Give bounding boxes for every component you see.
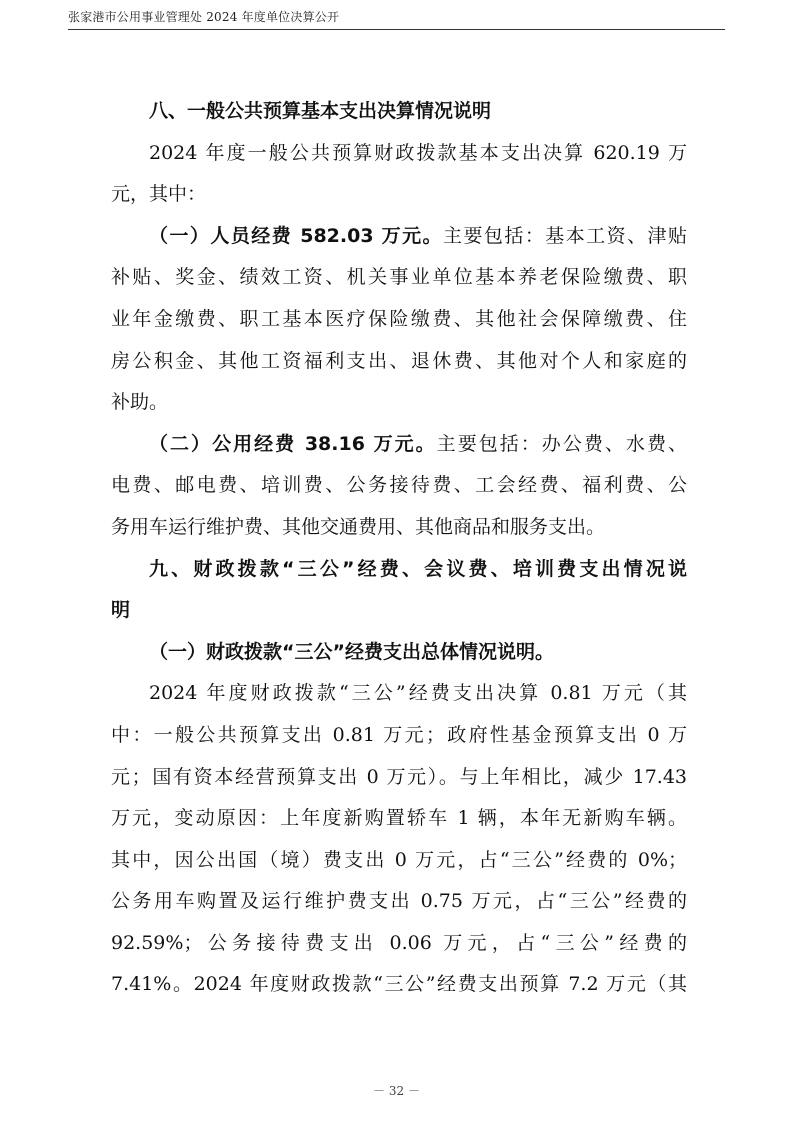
section-8-intro-line: 元，其中： (111, 183, 207, 206)
personnel-expense-line: 补贴、奖金、绩效工资、机关事业单位基本养老保险缴费、职 (111, 266, 687, 289)
public-expense-text: 主要包括：办公费、水费、 (436, 432, 687, 455)
three-public-expense-line: 2024 年度财政拨款“三公”经费支出决算 0.81 万元（其 (149, 682, 687, 705)
page-number: － 32 － (373, 1084, 420, 1098)
personnel-expense-text: 主要包括：基本工资、津贴 (443, 224, 687, 247)
three-public-expense-line: 公务用车购置及运行维护费支出 0.75 万元，占“三公”经费的 (111, 890, 687, 913)
three-public-expense-line: 7.41%。2024 年度财政拨款“三公”经费支出预算 7.2 万元（其 (111, 973, 687, 996)
three-public-expense-line: 其中，因公出国（境）费支出 0 万元，占“三公”经费的 0%； (111, 848, 687, 871)
three-public-expense-line: 92.59%；公务接待费支出 0.06 万元，占“三公”经费的 (111, 931, 687, 954)
public-expense-paragraph (111, 424, 687, 466)
personnel-expense-line: 房公积金、其他工资福利支出、退休费、其他对个人和家庭的 (111, 349, 687, 372)
section-9-heading-continued: 明 (111, 599, 131, 622)
personnel-expense-line: 补助。 (111, 391, 169, 414)
personnel-expense-lead: （一）人员经费 582.03 万元。 (149, 224, 443, 247)
personnel-expense-paragraph (111, 216, 687, 258)
document-body (111, 91, 687, 1006)
personnel-expense-line: 业年金缴费、职工基本医疗保险缴费、其他社会保障缴费、住 (111, 307, 687, 330)
public-expense-line: 务用车运行维护费、其他交通费用、其他商品和服务支出。 (111, 515, 606, 538)
header-divider (68, 29, 725, 30)
three-public-expense-line: 万元，变动原因：上年度新购置轿车 1 辆，本年无新购车辆。 (111, 807, 687, 830)
section-8-heading: 八、一般公共预算基本支出决算情况说明 (149, 100, 492, 122)
section-8-intro-line: 2024 年度一般公共预算财政拨款基本支出决算 620.19 万 (149, 141, 687, 164)
public-expense-line: 电费、邮电费、培训费、公务接待费、工会经费、福利费、公 (111, 474, 687, 497)
document-header: 张家港市公用事业管理处 2024 年度单位决算公开 (68, 10, 340, 24)
public-expense-lead: （二）公用经费 38.16 万元。 (149, 432, 437, 455)
section-9-subheading: （一）财政拨款“三公”经费支出总体情况说明。 (149, 640, 554, 663)
three-public-expense-line: 中：一般公共预算支出 0.81 万元；政府性基金预算支出 0 万 (111, 723, 687, 746)
section-9-heading: 九、财政拨款“三公”经费、会议费、培训费支出情况说 (149, 557, 687, 580)
three-public-expense-line: 元；国有资本经营预算支出 0 万元）。与上年相比，减少 17.43 (111, 765, 687, 788)
